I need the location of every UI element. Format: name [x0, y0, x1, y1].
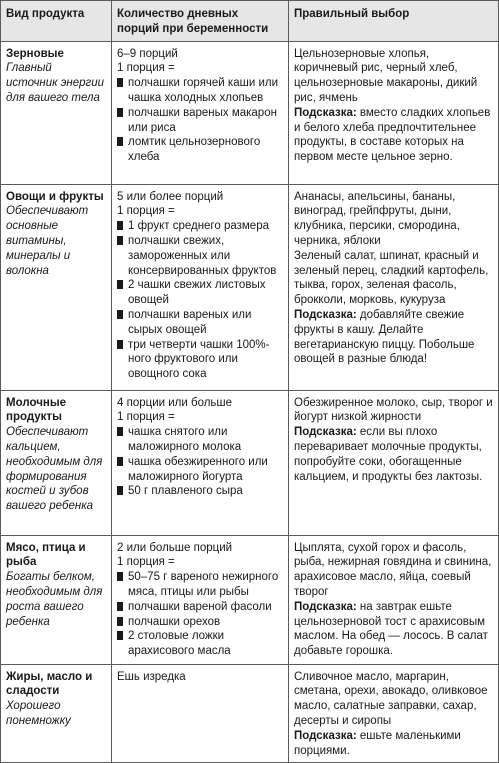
- choice-text: Сливочное масло, маргарин, сметана, орехи, авокадо, оливковое масло, салатные заправки, сахар, десерты и сиропы: [294, 670, 488, 727]
- category-cell: [1, 184, 112, 390]
- category-cell: [1, 41, 112, 184]
- portion-item: полчашки горячей каши или чашка холодных хлопьев: [117, 76, 283, 106]
- portion-item: полчашки вареных макарон или риса: [117, 106, 283, 136]
- tip: [294, 308, 493, 367]
- choice-text: Цельнозерновые хлопья, коричневый рис, черный хлеб, цельнозерновые макароны, дикий рис, ячмень: [294, 47, 478, 104]
- tip: [294, 425, 493, 484]
- category-cell: [1, 664, 112, 763]
- tip-text: если вы плохо переваривает молочные продукты, попробуйте соки, обогащенные кальцием, и продукты без лактозы.: [294, 426, 483, 483]
- portions-cell: [112, 535, 289, 664]
- portion-item: полчашки вареных или сырых овощей: [117, 308, 283, 338]
- tip-label: Подсказка:: [294, 426, 357, 439]
- tip: [294, 729, 493, 759]
- category-description: Богаты белком, необходимым для роста вашего ребенка: [6, 571, 103, 628]
- choice-text: Обезжиренное молоко, сыр, творог и йогурт низкой жирности: [294, 396, 493, 424]
- portions-cell: [112, 664, 289, 763]
- portion-count: 4 порции или больше: [117, 396, 233, 409]
- category-cell: [1, 535, 112, 664]
- tip-text: добавляйте свежие фрукты в кашу. Делайте вегетарианскую пиццу. Побольше овощей в разные блюда!: [294, 308, 475, 366]
- portion-item: 2 чашки свежих листовых овощей: [117, 278, 283, 308]
- portion-count: 2 или больше порций: [117, 541, 233, 554]
- tip-label: Подсказка:: [294, 600, 357, 613]
- category-name: Молочные продукты: [6, 396, 67, 424]
- category-name: Жиры, масло и сладости: [6, 670, 93, 698]
- choice-cell: [289, 664, 499, 763]
- portion-item: 50 г плавленого сыра: [117, 484, 283, 499]
- portion-item: полчашки орехов: [117, 615, 283, 630]
- tip-label: Подсказка:: [294, 729, 357, 742]
- portions-cell: [112, 390, 289, 535]
- portion-definition: 1 порция =: [117, 556, 175, 569]
- tip-label: Подсказка:: [294, 106, 357, 119]
- category-name: Овощи и фрукты: [6, 190, 104, 203]
- tip: [294, 106, 493, 165]
- category-name: Мясо, птица и рыба: [6, 541, 86, 569]
- table-row: [1, 664, 499, 763]
- portion-definition: 1 порция =: [117, 411, 175, 424]
- tip-label: Подсказка:: [294, 308, 357, 321]
- tip-text: вместо сладких хлопьев и белого хлеба предпочтительнее продукты, в составе которых на первом месте цельное зерно.: [294, 106, 491, 164]
- portion-item: 2 столовые ложки арахисового масла: [117, 629, 283, 659]
- category-cell: [1, 390, 112, 535]
- table-row: [1, 535, 499, 664]
- table-row: [1, 41, 499, 184]
- portion-item: чашка снятого или маложирного молока: [117, 425, 283, 455]
- portion-count: Ешь изредка: [117, 670, 186, 683]
- tip: [294, 600, 493, 659]
- portion-item: полчашки вареной фасоли: [117, 600, 283, 615]
- choice-text: Ананасы, апельсины, бананы, виноград, грейпфруты, дыни, клубника, персики, смородина, черника, яблоки: [294, 190, 460, 247]
- table-row: [1, 184, 499, 390]
- choice-cell: [289, 390, 499, 535]
- portion-item: 50–75 г вареного нежирного мяса, птицы или рыбы: [117, 570, 283, 600]
- category-description: Хорошего понемножку: [6, 700, 71, 727]
- category-description: Обеспечивают кальцием, необходимым для формирования костей и зубов вашего ребенка: [6, 426, 103, 513]
- category-description: Главный источник энергии для вашего тела: [6, 62, 105, 104]
- category-name: Зерновые: [6, 47, 64, 60]
- portion-definition: 1 порция =: [117, 62, 175, 75]
- tip-text: ешьте маленькими порциями.: [294, 729, 461, 757]
- portion-item: 1 фрукт среднего размера: [117, 219, 283, 234]
- portion-item: три четверти чашки 100%-ного фруктового или овощного сока: [117, 338, 283, 382]
- portion-item: чашка обезжиренного или маложирного йогурта: [117, 455, 283, 485]
- portion-item: ломтик цельнозернового хлеба: [117, 135, 283, 165]
- table-header-row: [1, 1, 499, 42]
- header-right-choice: Правильный выбор: [289, 1, 499, 42]
- portion-item: полчашки свежих, замороженных или консервированных фруктов: [117, 234, 283, 278]
- tip-text: на завтрак ешьте цельнозерновой тост с арахисовым маслом. На обед — лосось. В салат добавьте горошка.: [294, 600, 488, 658]
- choice-cell: [289, 535, 499, 664]
- choice-text: Цыплята, сухой горох и фасоль, рыба, нежирная говядина и свинина, арахисовое масло, яйца, соевый творог: [294, 541, 492, 598]
- choice-cell: [289, 184, 499, 390]
- header-product-type: Вид продукта: [1, 1, 112, 42]
- choice-text-2: Зеленый салат, шпинат, красный и зеленый перец, сладкий картофель, тыква, горох, зеленая фасоль, брокколи, морковь, кукуруза: [294, 249, 489, 307]
- portion-definition: 1 порция =: [117, 205, 175, 218]
- portion-count: 5 или более порций: [117, 190, 224, 203]
- header-daily-portions: Количество дневных порций при беременности: [112, 1, 289, 42]
- table-row: [1, 390, 499, 535]
- portion-count: 6–9 порций: [117, 47, 178, 60]
- portions-cell: [112, 41, 289, 184]
- choice-cell: [289, 41, 499, 184]
- category-description: Обеспечивают основные витамины, минералы и волокна: [6, 205, 89, 277]
- portions-cell: [112, 184, 289, 390]
